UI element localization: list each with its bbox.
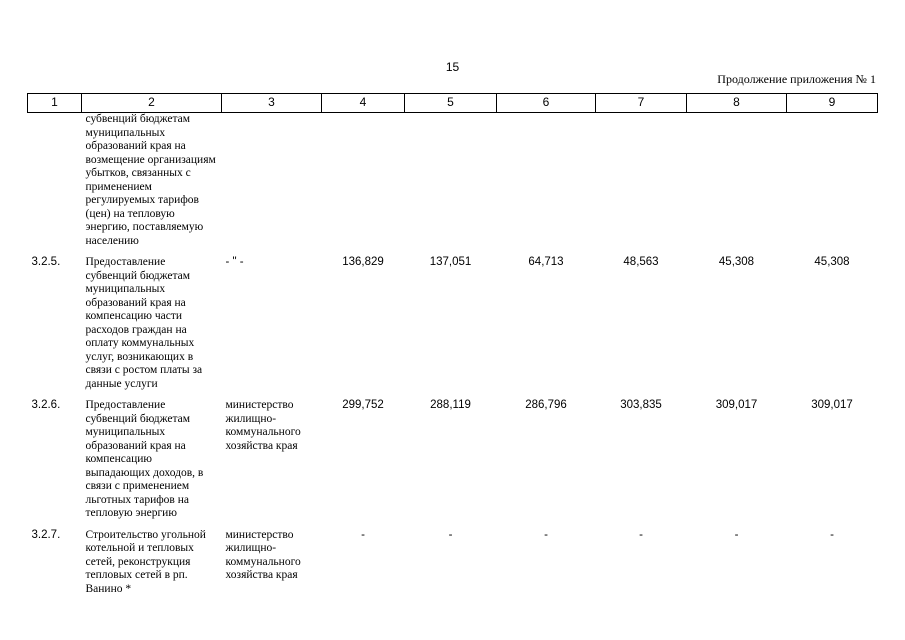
page-number: 15 <box>445 60 460 74</box>
table-row <box>28 113 878 257</box>
continuation-note: Продолжение приложения № 1 <box>717 72 876 86</box>
header-cell: 1 <box>28 94 82 113</box>
row-executor: министерство жилищно-коммунального хозяйства края <box>225 528 301 581</box>
row-value: 45,308 <box>814 256 850 268</box>
row-executor <box>222 113 322 257</box>
header-cell: 4 <box>322 94 405 113</box>
budget-table <box>27 93 878 604</box>
row-executor: министерство жилищно-коммунального хозяйства края <box>225 399 301 452</box>
table-row <box>28 256 878 399</box>
table-row <box>28 399 878 529</box>
header-cell: 2 <box>82 94 222 113</box>
row-value: - <box>639 528 643 541</box>
row-value: 136,829 <box>342 256 384 268</box>
row-value: - <box>734 528 739 541</box>
row-value <box>497 113 596 257</box>
row-value: 137,051 <box>429 256 472 268</box>
row-code: 3.2.6. <box>31 399 61 411</box>
row-value: 303,835 <box>620 399 662 411</box>
row-value: 48,563 <box>623 256 659 268</box>
row-code: 3.2.7. <box>31 528 61 541</box>
row-value: 309,017 <box>811 399 853 411</box>
header-cell: 7 <box>596 94 687 113</box>
row-value: - <box>544 528 548 541</box>
row-value: - <box>830 528 834 541</box>
row-name: Предоставление субвенций бюджетам муниципальных образований края на компенсацию выпадающих доходов, в связи с применением льготных тарифов на тепловую энергию <box>85 399 204 519</box>
row-code: 3.2.5. <box>31 256 61 268</box>
row-value: - <box>361 528 365 541</box>
row-value <box>405 113 497 257</box>
row-value <box>687 113 787 257</box>
header-cell: 8 <box>687 94 787 113</box>
row-name: Предоставление субвенций бюджетам муниципальных образований края на компенсацию части расходов граждан на оплату коммунальных услуг, возникающих в связи с ростом платы за данные услуги <box>85 256 203 390</box>
row-value: 286,796 <box>525 399 567 411</box>
row-value: 309,017 <box>715 399 758 411</box>
header-cell: 5 <box>405 94 497 113</box>
row-value: 288,119 <box>430 399 471 411</box>
header-cell: 3 <box>222 94 322 113</box>
row-value: - <box>448 528 453 541</box>
table-row <box>28 529 878 605</box>
row-name: Строительство угольной котельной и тепловых сетей, реконструкция тепловых сетей в рп. Ванино * <box>85 528 206 595</box>
row-value: 64,713 <box>528 256 564 268</box>
row-code <box>28 113 82 257</box>
header-cell: 6 <box>497 94 596 113</box>
row-value: 45,308 <box>718 256 755 268</box>
row-executor: - " - <box>225 256 244 268</box>
row-value: 299,752 <box>342 399 384 411</box>
header-row <box>28 94 878 113</box>
row-value <box>787 113 878 257</box>
header-cell: 9 <box>787 94 878 113</box>
row-value <box>322 113 405 257</box>
row-name: субвенций бюджетам муниципальных образований края на возмещение организациям убытков, связанных с применением регулируемых тарифов (цен) на тепловую энергию, поставляемую населению <box>85 113 216 247</box>
row-value <box>596 113 687 257</box>
